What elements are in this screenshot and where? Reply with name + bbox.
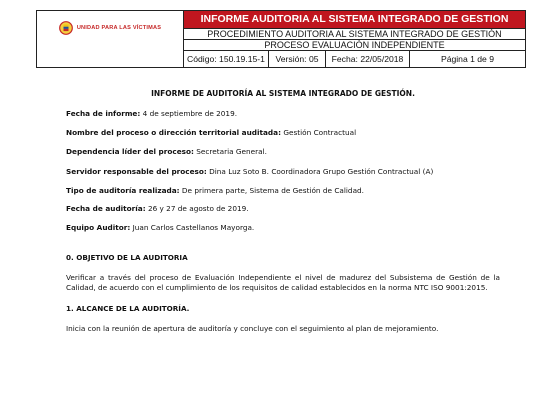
field-value: Secretaria General. bbox=[193, 146, 267, 156]
document-meta-row bbox=[184, 50, 525, 67]
section-text-scope: Inicia con la reunión de apertura de auditoría y concluye con el seguimiento al plan de mejoramiento. bbox=[66, 324, 439, 334]
document-header-table bbox=[36, 10, 526, 68]
section-text-objective: Verificar a través del proceso de Evaluación Independiente el nivel de madurez del Subsistema de Gestión de la Calidad, de acuerdo con el cumplimiento de los requisitos de calidad establecidos en la norma NTC ISO 9001:2015. bbox=[66, 272, 500, 292]
section-heading-scope: 1. ALCANCE DE LA AUDITORÍA. bbox=[66, 304, 190, 314]
field-responsible bbox=[66, 167, 500, 177]
field-audit-team bbox=[66, 223, 500, 233]
field-value: 4 de septiembre de 2019. bbox=[140, 109, 238, 119]
document-version: Versión: 05 bbox=[269, 51, 326, 67]
logo-cell bbox=[37, 11, 184, 67]
field-value: Gestión Contractual bbox=[281, 127, 357, 137]
field-label: Fecha de informe: bbox=[66, 109, 141, 119]
field-label: Equipo Auditor: bbox=[66, 223, 131, 233]
document-date: Fecha: 22/05/2018 bbox=[326, 51, 410, 67]
field-value: 26 y 27 de agosto de 2019. bbox=[145, 204, 249, 214]
field-label: Tipo de auditoría realizada: bbox=[66, 185, 180, 195]
field-audit-type bbox=[66, 186, 500, 196]
field-value: Juan Carlos Castellanos Mayorga. bbox=[130, 223, 255, 233]
field-audit-date bbox=[66, 204, 500, 214]
field-label: Dependencia líder del proceso: bbox=[66, 146, 194, 156]
process-name: PROCESO EVALUACIÓN INDEPENDIENTE bbox=[264, 40, 445, 50]
coat-of-arms-icon bbox=[59, 21, 73, 35]
field-label: Servidor responsable del proceso: bbox=[66, 166, 207, 176]
field-label: Nombre del proceso o dirección territorial auditada: bbox=[66, 127, 282, 137]
section-heading-objective: 0. OBJETIVO DE LA AUDITORIA bbox=[66, 253, 188, 263]
field-lead-unit bbox=[66, 147, 500, 157]
document-code: Código: 150.19.15-1 bbox=[184, 51, 269, 67]
page-number: Página 1 de 9 bbox=[440, 54, 495, 64]
procedure-name: PROCEDIMIENTO AUDITORIA AL SISTEMA INTEGRADO DE GESTIÓN bbox=[184, 29, 525, 40]
field-value: De primera parte, Sistema de Gestión de Calidad. bbox=[179, 185, 364, 195]
field-value: Dina Luz Soto B. Coordinadora Grupo Gestión Contractual (A) bbox=[206, 166, 434, 176]
header-info-cell bbox=[184, 11, 525, 67]
document-body bbox=[66, 89, 500, 334]
field-process-name bbox=[66, 128, 500, 138]
field-report-date bbox=[66, 109, 500, 119]
header-title: INFORME AUDITORIA AL SISTEMA INTEGRADO DE GESTION bbox=[184, 11, 525, 29]
field-label: Fecha de auditoría: bbox=[66, 204, 146, 214]
logo-text: UNIDAD PARA LAS VÍCTIMAS bbox=[76, 25, 162, 31]
document-title: INFORME DE AUDITORÍA AL SISTEMA INTEGRADO DE GESTIÓN. bbox=[151, 89, 415, 98]
